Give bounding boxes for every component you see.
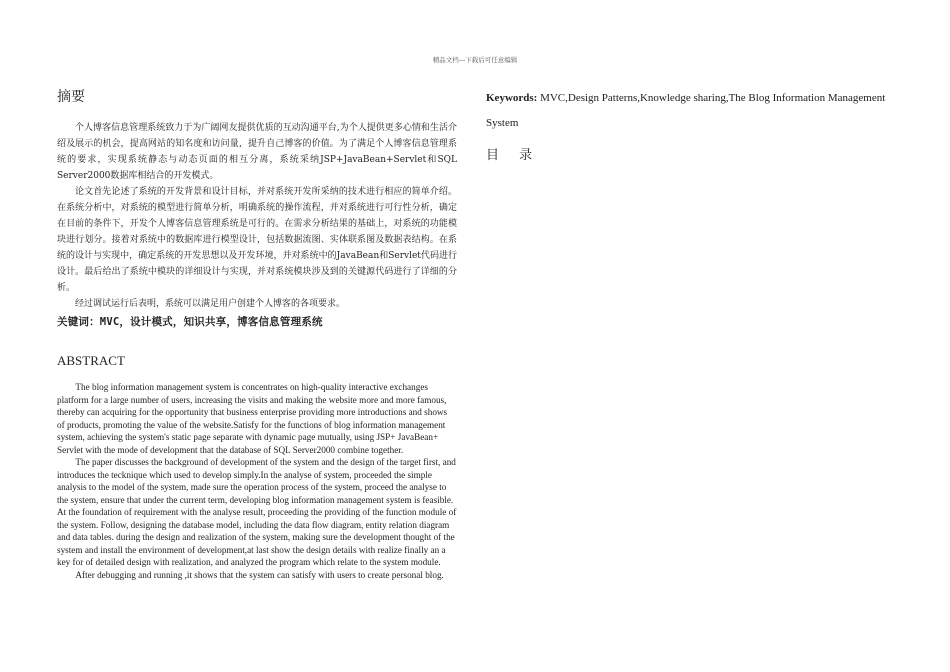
right-column <box>486 86 886 163</box>
header-note: 精品文档---下载后可任意编辑 <box>432 56 518 64</box>
abstract-cn-paragraph: 经过调试运行后表明，系统可以满足用户创建个人博客的各项要求。 <box>75 299 346 309</box>
keywords-cn: 关键词：MVC，设计模式，知识共享，博客信息管理系统 <box>57 316 323 328</box>
abstract-cn-paragraph: 个人博客信息管理系统致力于为广阔网友提供优质的互动沟通平台,为个人提供更多心情和生活介绍及展示的机会，提高网站的知名度和访问量，提升自己博客的价值。为了满足个人博客信息管理系统的要求，实现系统静态与动态页面的相互分离，系统采纳JSP+JavaBean+Servlet和SQL Server2000数据库相结合的开发模式。 <box>57 123 457 181</box>
abstract-en-paragraph: The blog information management system is concentrates on high-quality interactive exchanges platform for a large number of users, increasing the visits and making the website more and more famous, thereby can acquiring for the opportunity that business enterprise providing more introductions and shows of products, promoting the value of the website.Satisfy for the functions of blog information management system, achieving the system's static page separate with dynamic page mutually, using JSP+ JavaBean+ Servlet with the mode of development that the database of SQL Server2000 combine together. <box>57 382 448 455</box>
keywords-en-text: MVC,Design Patterns,Knowledge sharing,The Blog Information Management System <box>486 92 886 129</box>
abstract-cn-paragraph: 论文首先论述了系统的开发背景和设计目标，并对系统开发所采纳的技术进行相应的简单介绍。在系统分析中，对系统的模型进行简单分析，明确系统的操作流程，并对系统进行可行性分析，确定在目前的条件下，开发个人博客信息管理系统是可行的。在需求分析结果的基础上，对系统的功能模块进行划分。接着对系统中的数据库进行模型设计，包括数据流图、实体联系图及数据表结构。在系统的设计与实现中，确定系统的开发思想以及开发环境，并对系统中的JavaBean和Servlet代码进行设计。最后给出了系统中模块的详细设计与实现，并对系统模块涉及到的关键源代码进行了详细的分析。 <box>57 187 457 293</box>
toc-heading: 目 录 <box>486 148 541 163</box>
abstract-en-heading: ABSTRACT <box>57 353 125 368</box>
abstract-en-paragraph: The paper discusses the background of development of the system and the design of the target first, and introduces the tecknique which used to develop simply.In the analyse of system, proceeded the simple analysis to the model of the system, made sure the operation process of the system, proceed the analyse to the system, ensure that under the current term, developing blog information management system is feasible. At the foundation of requirement with the analyse result, proceeding the providing of the function module of the system. Follow, designing the database model, including the data flow diagram, entity relation diagram and data tables. during the design and realization of the system, making sure the development thought of the system and install the environment of development,at last show the design details with realize finally an a key for of detailed design with realization, and analyzed the program which relate to the system module. <box>57 457 457 567</box>
abstract-en-paragraph: After debugging and running ,it shows that the system can satisfy with users to create personal blog. <box>75 569 444 580</box>
keywords-en-label: Keywords: <box>486 92 538 104</box>
left-column <box>57 86 457 581</box>
abstract-cn-heading: 摘要 <box>57 89 85 105</box>
keywords-en <box>486 86 886 136</box>
